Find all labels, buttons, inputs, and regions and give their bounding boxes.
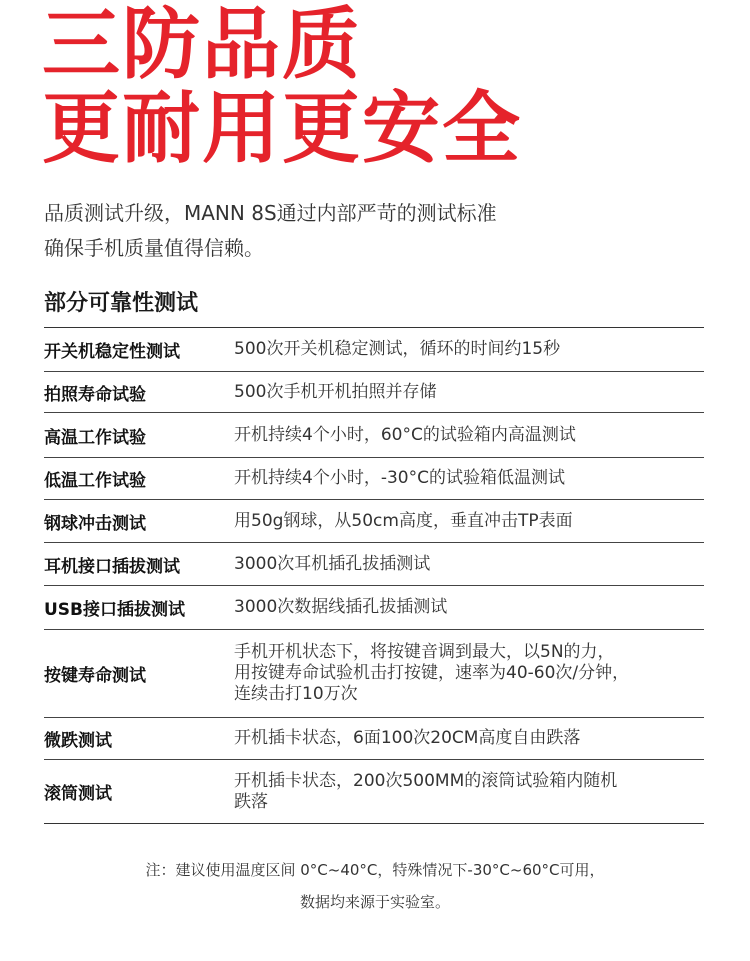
- intro-line-2: 确保手机质量值得信赖。: [44, 236, 264, 260]
- test-description: 3000次耳机插孔拔插测试: [234, 543, 704, 586]
- footnote: [0, 854, 750, 918]
- test-name: USB接口插拔测试: [44, 586, 234, 630]
- table-row: [44, 328, 704, 372]
- desc-line: 用按键寿命试验机击打按键，速率为40-60次/分钟，: [234, 663, 630, 683]
- table-row: [44, 586, 704, 630]
- test-name: 高温工作试验: [44, 413, 234, 458]
- test-name: 低温工作试验: [44, 458, 234, 500]
- intro-text: [44, 196, 497, 266]
- test-description: 500次开关机稳定测试，循环的时间约15秒: [234, 339, 561, 359]
- desc-line: 跌落: [234, 791, 268, 812]
- test-description: [234, 760, 704, 824]
- table-row: [44, 372, 704, 413]
- desc-line: 开机插卡状态，200次500MM的滚筒试验箱内随机: [234, 770, 618, 791]
- headline-line-1: 三防品质: [42, 0, 363, 90]
- table-row: [44, 760, 704, 824]
- section-title: 部分可靠性测试: [44, 291, 199, 316]
- test-description: 开机持续4个小时，-30°C的试验箱低温测试: [234, 458, 704, 500]
- test-name: 微跌测试: [44, 718, 234, 760]
- table-row: [44, 458, 704, 500]
- test-name: 按键寿命测试: [44, 630, 234, 718]
- test-name: 耳机接口插拔测试: [44, 543, 234, 586]
- test-description: 开机插卡状态，6面100次20CM高度自由跌落: [234, 718, 704, 760]
- test-description: 3000次数据线插孔拔插测试: [234, 586, 704, 630]
- table-row: [44, 630, 704, 718]
- footnote-line-1: 注：建议使用温度区间 0°C~40°C，特殊情况下-30°C~60°C可用，: [145, 861, 605, 879]
- desc-line: 连续击打10万次: [234, 684, 358, 704]
- footnote-line-2: 数据均来源于实验室。: [299, 893, 450, 911]
- reliability-test-table: [44, 327, 704, 824]
- test-name: 拍照寿命试验: [44, 372, 234, 413]
- test-description: [234, 630, 704, 718]
- table-row: [44, 718, 704, 760]
- test-description: 500次手机开机拍照并存储: [234, 372, 704, 413]
- test-description: 开机持续4个小时，60°C的试验箱内高温测试: [234, 413, 704, 458]
- headline-line-2: 更耐用更安全: [42, 84, 523, 174]
- test-description: 用50g钢球，从50cm高度，垂直冲击TP表面: [234, 500, 704, 543]
- table-row: [44, 413, 704, 458]
- test-name: 开关机稳定性测试: [44, 342, 180, 362]
- table-row: [44, 543, 704, 586]
- intro-line-1: 品质测试升级，MANN 8S通过内部严苛的测试标准: [44, 201, 497, 225]
- test-name: 滚筒测试: [44, 760, 234, 824]
- table-row: [44, 500, 704, 543]
- desc-line: 手机开机状态下，将按键音调到最大，以5N的力，: [234, 642, 615, 662]
- test-name: 钢球冲击测试: [44, 500, 234, 543]
